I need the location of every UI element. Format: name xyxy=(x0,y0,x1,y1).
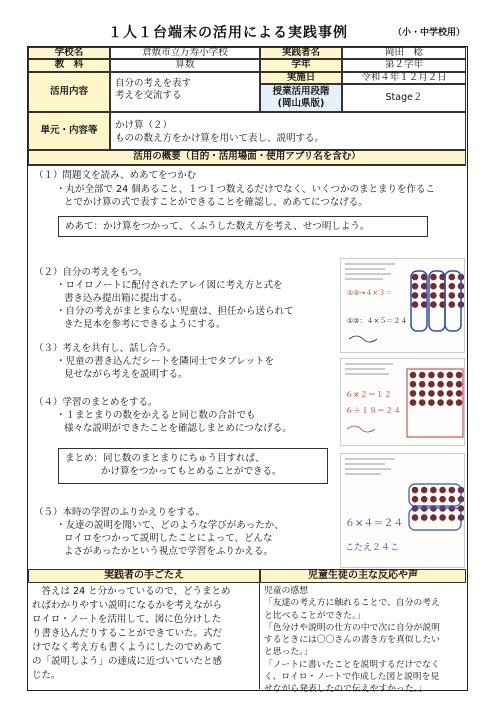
step-2-bullet-1-line-1: ・ロイロノートに配付されたアレイ図に考え方と式を xyxy=(56,280,283,291)
reaction-2-line-1: 「色分けや説明の仕方の中で次に自分が説明 xyxy=(264,622,440,633)
school-label: 学校名 xyxy=(28,47,110,59)
array-dot xyxy=(410,399,417,406)
worksheet-3-answer: こたえ２４こ xyxy=(345,543,400,553)
array-dot xyxy=(430,301,437,308)
student-worksheet-photo-2 xyxy=(340,358,465,446)
array-dot xyxy=(439,487,446,494)
step-4-bullet-line-2: 様々な説明ができたことを確認しまとめにつなげる。 xyxy=(64,423,292,434)
array-dot xyxy=(410,390,417,397)
step-2-bullet-2-line-2: きた見本を参考にできるようにする。 xyxy=(64,319,226,330)
array-dot xyxy=(430,274,437,281)
array-dot xyxy=(412,283,419,290)
subject-value: 算数 xyxy=(110,59,260,72)
array-dot xyxy=(421,514,428,521)
practitioner-value: 岡田 稔 xyxy=(342,47,466,59)
array-dot xyxy=(430,514,437,521)
step-3-bullet-line-2: 見せながら考えを説明する。 xyxy=(64,369,188,380)
array-dot xyxy=(419,390,426,397)
array-dot xyxy=(456,372,463,379)
array-dot xyxy=(430,496,437,503)
array-dot xyxy=(456,381,463,388)
reactions-body xyxy=(260,583,466,695)
array-dot xyxy=(449,496,456,503)
array-dot xyxy=(428,381,435,388)
step-1-bullet-line-2: とでかけ算の式で表すことができることを確認し、めあてにつなげる。 xyxy=(64,197,368,208)
step-3-bullet-line-1: ・児童の書き込んだシートを隣同士でタブレットを xyxy=(56,356,275,367)
worksheet-1-drawing xyxy=(341,259,465,353)
step-5-title: （５）本時の学習のふりかえりをする。 xyxy=(34,507,206,518)
array-dot xyxy=(412,514,419,521)
reflection-line-4: り書き込んだりすることができていた。式だ xyxy=(32,628,223,639)
school-value: 倉敷市立万寿小学校 xyxy=(110,47,260,59)
array-dot xyxy=(412,487,419,494)
array-dot xyxy=(447,372,454,379)
array-dot xyxy=(439,514,446,521)
step-5-bullet-line-3: よさがあったかという視点で学習をふりかえる。 xyxy=(64,546,273,557)
array-dot xyxy=(430,487,437,494)
stage-value: Stage２ xyxy=(342,84,466,112)
step-2-bullet-1-line-2: 書き込み提出箱に提出する。 xyxy=(64,293,188,304)
summary-section xyxy=(28,165,466,569)
reflection-line-2: ればわかりやすい説明になるかを考えながら xyxy=(32,600,223,611)
array-dot xyxy=(437,381,444,388)
conclusion-line-2: かけ算をつかってもとめることができる。 xyxy=(101,466,282,477)
stage-label xyxy=(260,84,342,112)
array-dot xyxy=(449,301,456,308)
student-worksheet-photo-3 xyxy=(340,453,465,568)
step-4-bullet-line-1: ・１まとまりの数をかえると同じ数の合計でも xyxy=(56,410,256,421)
worksheet-3-drawing xyxy=(341,454,465,568)
step-3-title: （３）考えを共有し、話し合う。 xyxy=(34,343,177,354)
lesson-goal-box: めあて：かけ算をつかって、くふうした数え方を考え、せつ明しよう。 xyxy=(58,216,428,237)
reaction-1-line-2: と比べることができた。」 xyxy=(264,610,366,621)
array-dot xyxy=(449,274,456,281)
stage-label-line-1: 授業活用段階 xyxy=(272,86,330,97)
array-dot xyxy=(421,496,428,503)
subject-label: 教 科 xyxy=(28,59,110,72)
array-dot xyxy=(412,496,419,503)
reflection-line-1: 答えは 24 と分かっているので、どうまとめ xyxy=(32,586,231,597)
array-dot xyxy=(449,292,456,299)
worksheet-2-equation-1: ６×２＝１２ xyxy=(345,390,392,399)
array-dot xyxy=(428,399,435,406)
step-5-bullet-line-2: ロイロをつかって説明したことによって、どんな xyxy=(64,533,273,544)
array-dot xyxy=(410,381,417,388)
array-dot xyxy=(449,487,456,494)
array-dot xyxy=(428,372,435,379)
page-title: １人１台端末の活用による実践事例 xyxy=(108,25,348,41)
report-sheet xyxy=(27,46,468,695)
worksheet-1-equation-1: ①②→４×３＝ xyxy=(347,289,393,297)
array-dot xyxy=(430,292,437,299)
array-dot xyxy=(412,301,419,308)
array-dot xyxy=(430,283,437,290)
content-line-2: 考えを交流する xyxy=(115,90,182,102)
array-dot xyxy=(456,390,463,397)
content-line-1: 自分の考えを表す xyxy=(115,78,192,89)
array-dot xyxy=(428,390,435,397)
unit-line-2: ものの数え方をかけ算を用いて表し、説明する。 xyxy=(115,133,325,144)
conclusion-line-1: まとめ：同じ数のまとまりにちゅう目すれば、 xyxy=(65,453,265,464)
unit-label: 単元・内容等 xyxy=(28,112,110,150)
array-dot xyxy=(447,390,454,397)
practitioner-label: 実践者名 xyxy=(260,47,342,59)
array-dot xyxy=(456,399,463,406)
worksheet-1-equation-2: ①②：４×５＝２４ xyxy=(347,317,408,325)
reflection-line-3: ロイロ・ノートを活用して、図に色分けした xyxy=(32,614,222,625)
array-dot xyxy=(449,514,456,521)
reaction-3-line-2: く、ロイロ・ノートで作成した図と説明を見 xyxy=(264,672,440,683)
reactions-label: 児童の感想 xyxy=(264,586,308,596)
array-dot xyxy=(412,292,419,299)
worksheet-2-equation-2: ６＋１８＝２４ xyxy=(345,406,401,415)
array-dot xyxy=(458,505,465,512)
array-dot xyxy=(419,381,426,388)
array-dot xyxy=(447,399,454,406)
array-dot xyxy=(421,487,428,494)
worksheet-3-equation: ６×４＝２４ xyxy=(345,518,404,529)
reaction-1-line-1: 「友達の考え方に触れることで、自分の考え xyxy=(264,598,440,609)
array-dot xyxy=(410,372,417,379)
reflection-heading: 実践者の手ごたえ xyxy=(28,569,260,583)
conclusion-box xyxy=(58,448,328,484)
step-4-title: （４）学習のまとめをする。 xyxy=(34,397,158,408)
step-1-bullet-line-1: ・丸が全部で 24 個あること、１つ１つ数えるだけでなく、いくつかのまとまりを作るこ xyxy=(56,184,435,195)
array-dot xyxy=(437,390,444,397)
stage-label-line-2: (岡山県版) xyxy=(277,98,325,109)
reflection-body xyxy=(28,583,260,689)
title-row xyxy=(0,24,494,44)
reflection-line-5: けでなく考え方も書くようにしたのでめあて xyxy=(32,642,223,653)
array-dot xyxy=(419,372,426,379)
date-value: 令和４年１２月２日 xyxy=(342,72,466,84)
reaction-2-line-2: するときには〇〇さんの書き方を真似したい xyxy=(264,635,440,646)
array-dot xyxy=(437,372,444,379)
unit-value xyxy=(110,112,466,150)
reaction-3-line-3: せながら発表したので伝えやすかった。」 xyxy=(264,684,427,695)
content-value xyxy=(110,72,260,112)
date-label: 実施日 xyxy=(260,72,342,84)
grade-value: 第２学年 xyxy=(342,59,466,72)
reaction-3-line-1: 「ノートに書いたことを説明するだけでなく xyxy=(264,659,440,670)
array-dot xyxy=(439,496,446,503)
array-dot xyxy=(419,399,426,406)
content-label: 活用内容 xyxy=(28,72,110,112)
array-dot xyxy=(437,399,444,406)
step-5-bullet-line-1: ・友達の説明を聞いて、どのような学びがあったか、 xyxy=(56,520,284,531)
unit-line-1: かけ算（２） xyxy=(115,120,173,131)
worksheet-2-drawing xyxy=(341,359,465,446)
array-dot xyxy=(447,381,454,388)
step-2-title: （２）自分の考えをもつ。 xyxy=(34,267,148,278)
reflection-line-7: じた。 xyxy=(32,670,61,681)
reflection-line-6: の「説明しよう」の達成に近づいていたと感 xyxy=(32,656,223,667)
array-dot xyxy=(412,274,419,281)
page-subtitle: （小・中学校用） xyxy=(393,28,466,38)
step-1-title: （１）問題文を読み、めあてをつかむ xyxy=(34,170,197,181)
step-2-bullet-2-line-1: ・自分の考えがまとまらない児童は、担任から送られて xyxy=(56,306,294,317)
array-dot xyxy=(449,283,456,290)
summary-heading: 活用の概要（目的・活用場面・使用アプリ名を含む） xyxy=(28,150,466,165)
reaction-2-line-3: と思った。」 xyxy=(264,647,313,658)
student-worksheet-photo-1 xyxy=(340,258,465,353)
reactions-heading: 児童生徒の主な反応や声 xyxy=(260,569,466,583)
grade-label: 学年 xyxy=(260,59,342,72)
